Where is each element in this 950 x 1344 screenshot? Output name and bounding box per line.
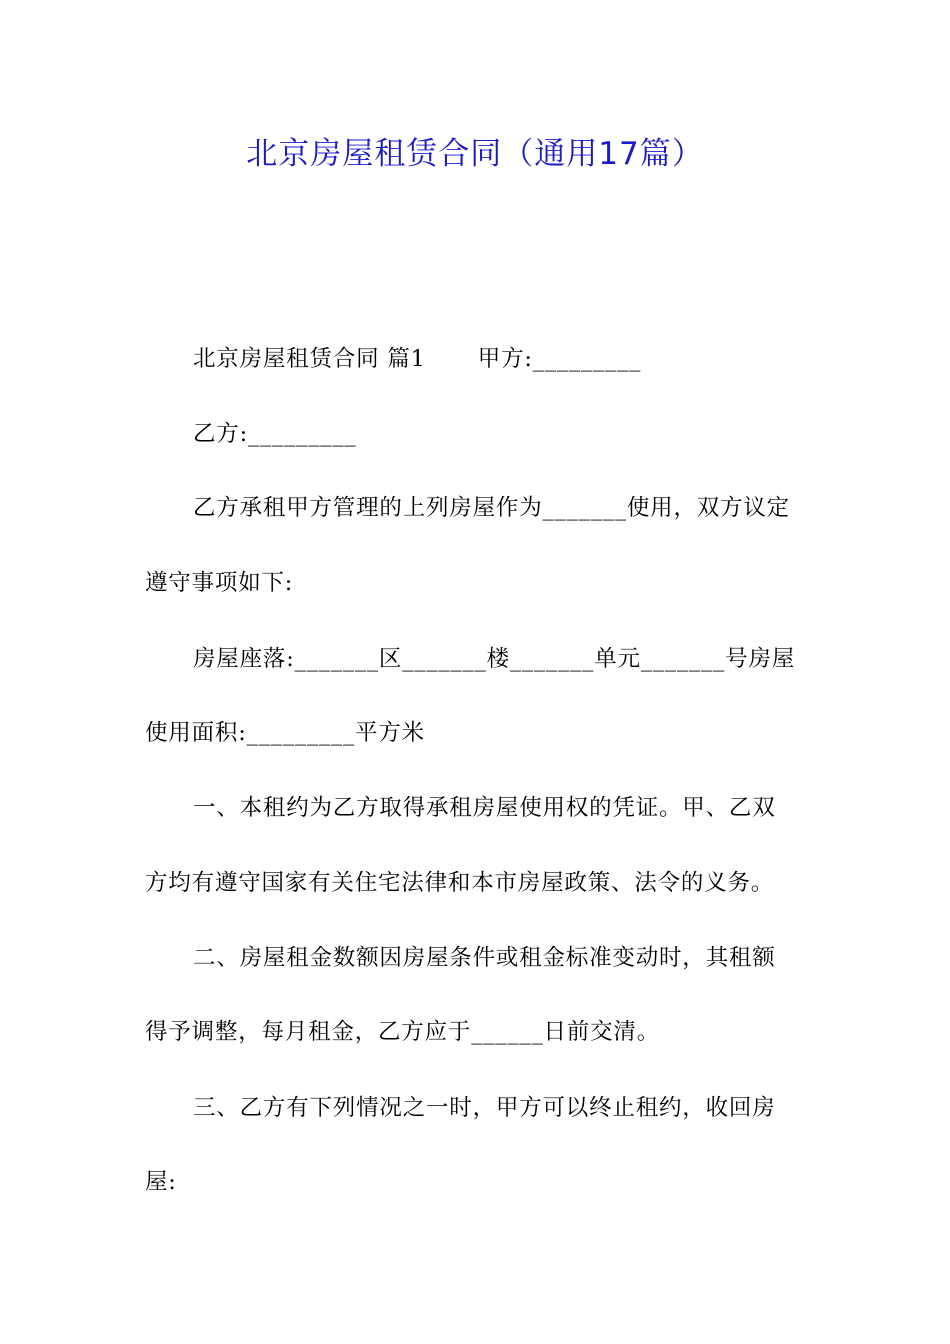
paragraph-line: 乙方承租甲方管理的上列房屋作为_______使用，双方议定 [193,495,790,521]
paragraph-line: 使用面积:_________平方米 [145,720,425,746]
paragraph-line: 房屋座落:_______区_______楼_______单元_______号房屋 [193,646,796,672]
paragraph-line: 方均有遵守国家有关住宅法律和本市房屋政策、法令的义务。 [145,870,775,896]
contract-heading-line [193,343,641,375]
party-a-field: 甲方:_________ [477,346,642,372]
document-title: 北京房屋租赁合同（通用17篇） [246,136,704,172]
paragraph-line: 得予调整，每月租金，乙方应于______日前交清。 [145,1019,661,1045]
contract-section-heading: 北京房屋租赁合同 篇1 [193,346,426,372]
paragraph-line: 三、乙方有下列情况之一时，甲方可以终止租约，收回房 [193,1095,776,1121]
paragraph-line: 遵守事项如下: [145,570,294,596]
paragraph-line: 屋: [145,1169,177,1195]
party-b-field: 乙方:_________ [193,421,357,447]
paragraph-line: 一、本租约为乙方取得承租房屋使用权的凭证。甲、乙双 [193,795,776,821]
paragraph-line: 二、房屋租金数额因房屋条件或租金标准变动时，其租额 [193,945,776,971]
